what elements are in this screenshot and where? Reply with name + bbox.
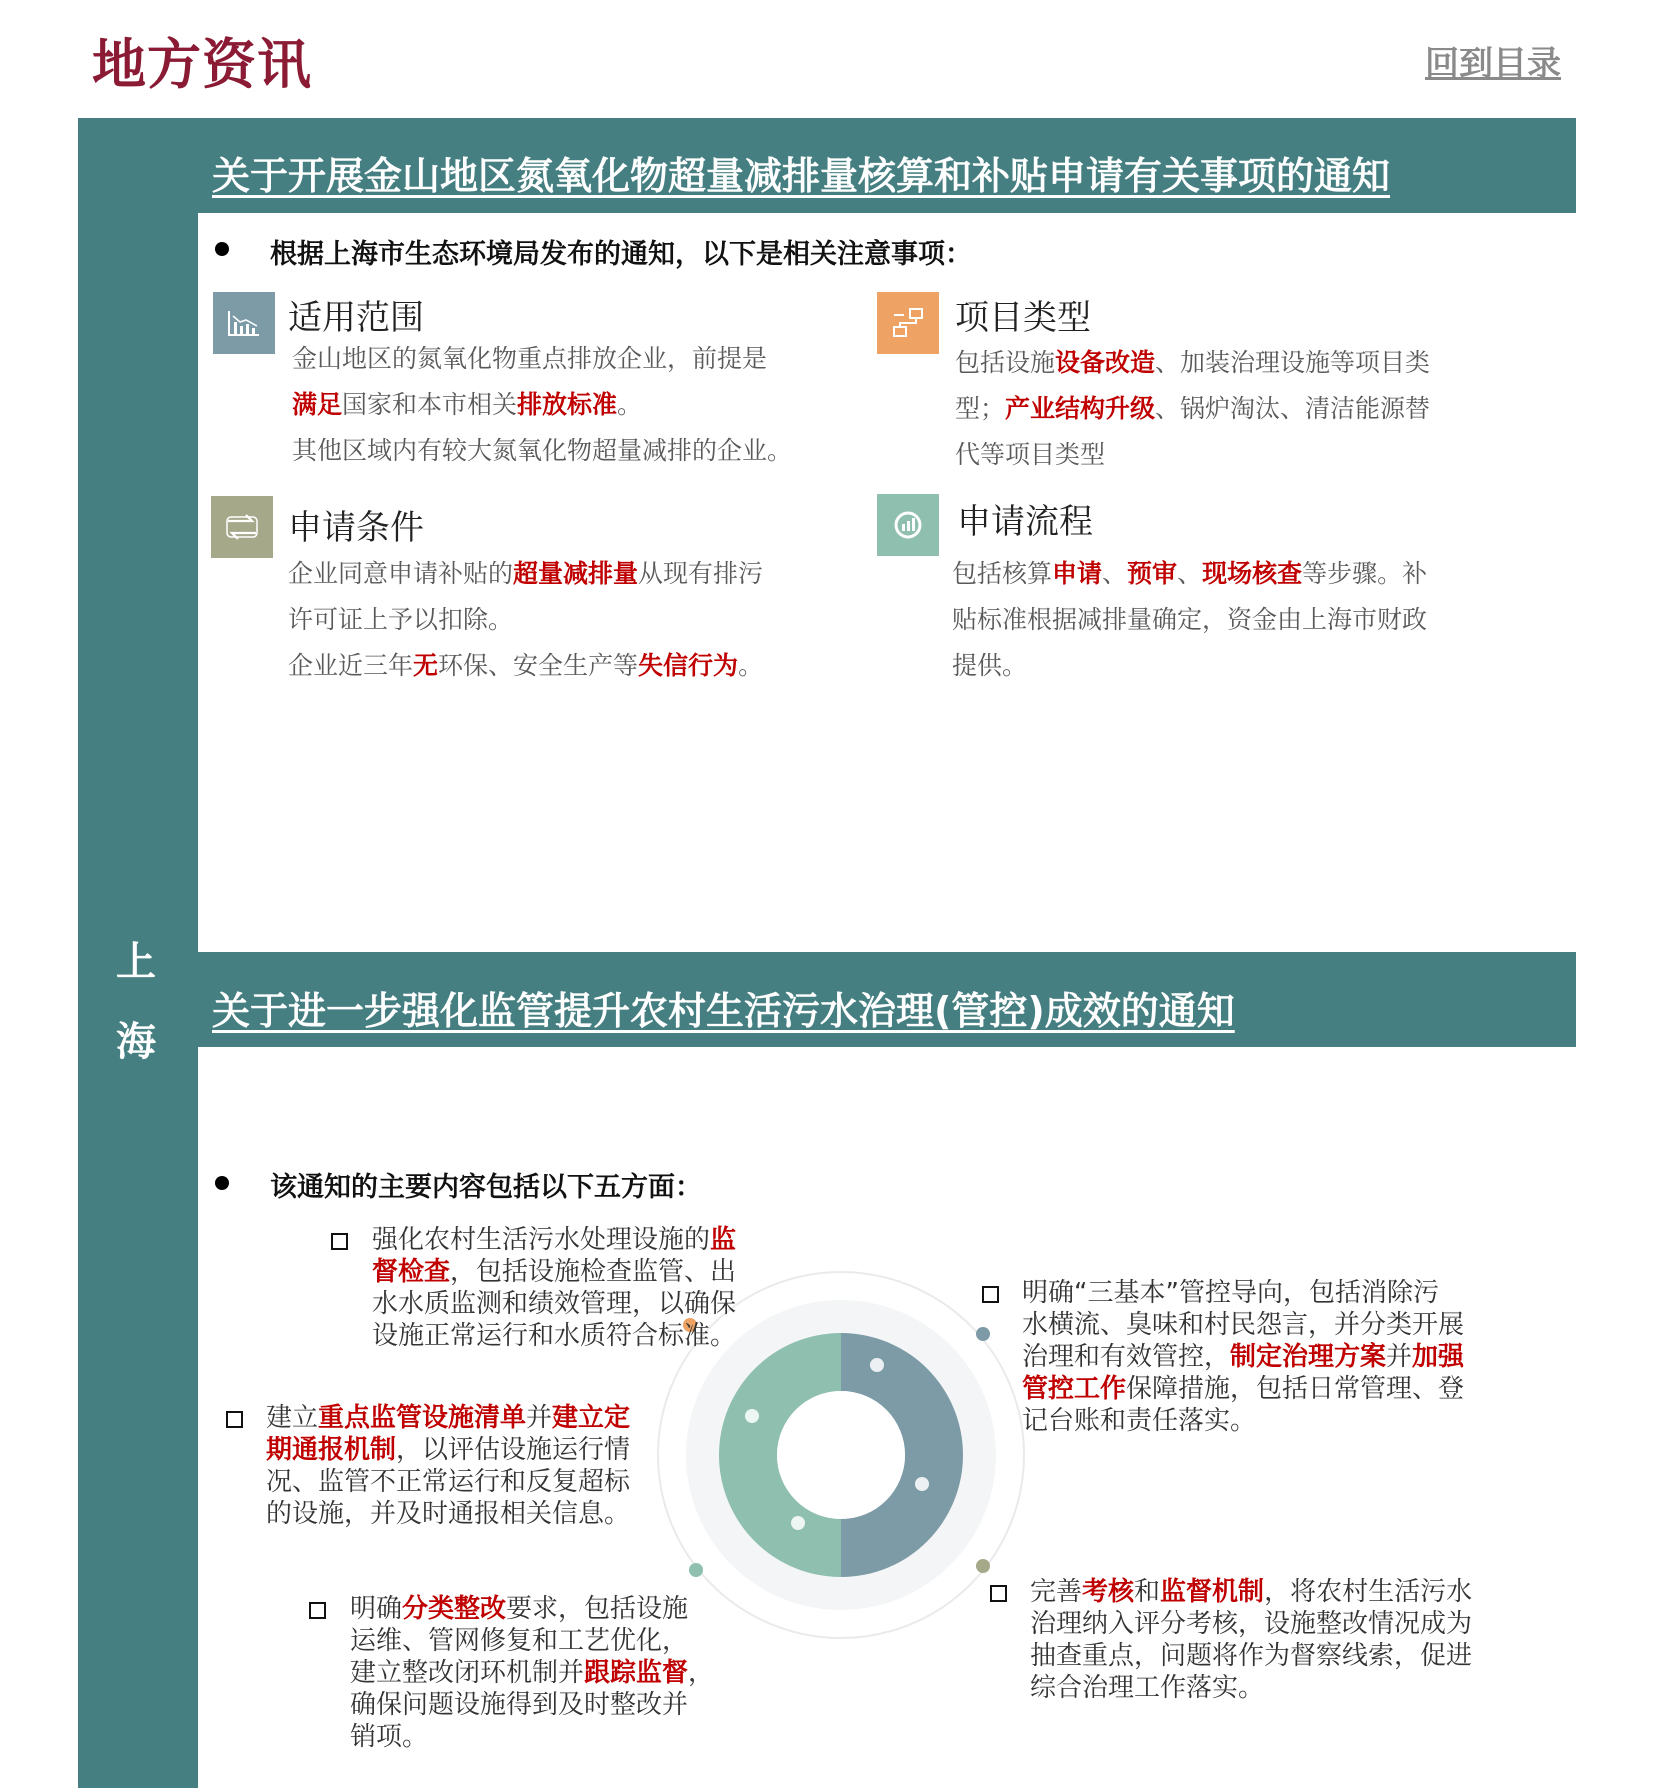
highlight-run: 跟踪监督: [584, 1658, 689, 1688]
section-line: [292, 382, 852, 428]
item-line: [1030, 1608, 1520, 1640]
section-body-process: [952, 551, 1512, 689]
section-body-scope: [292, 336, 852, 474]
item-line: [350, 1657, 750, 1689]
text-run: 金山地区的氮氧化物重点排放企业，前提是: [292, 344, 768, 373]
highlight-run: 申请: [1052, 559, 1103, 588]
region-char-1: 上: [116, 939, 156, 985]
text-run: ，以评估设施运行情: [396, 1435, 631, 1465]
item-line: [266, 1434, 666, 1466]
region-char-2: 海: [116, 1019, 156, 1065]
network-icon: [877, 292, 939, 354]
item-line: [350, 1689, 750, 1721]
text-run: 综合治理工作落实。: [1030, 1673, 1265, 1703]
highlight-run: 预审: [1127, 559, 1178, 588]
item-line: [372, 1288, 762, 1320]
text-run: 企业近三年: [288, 651, 414, 680]
item-line: [372, 1320, 762, 1352]
item-line: [1030, 1672, 1520, 1704]
bullet-icon: [215, 242, 229, 256]
item-line: [266, 1498, 666, 1530]
item-line: [1030, 1576, 1520, 1608]
text-run: 抽查重点，问题将作为督察线索，促进: [1030, 1641, 1473, 1671]
text-run: 建立整改闭环机制并: [350, 1658, 585, 1688]
notice2-lead: 该通知的主要内容包括以下五方面：: [270, 1172, 702, 1203]
item-line: [1022, 1277, 1512, 1309]
item-line: [1022, 1405, 1512, 1437]
text-run: 包括设施: [955, 348, 1056, 377]
highlight-run: 满足: [292, 390, 343, 419]
section-line: [288, 643, 848, 689]
highlight-run: 监督机制: [1160, 1577, 1265, 1607]
checkbox-bullet-icon: [990, 1585, 1007, 1602]
highlight-run: 超量减排量: [513, 559, 639, 588]
checkbox-bullet-icon: [309, 1602, 326, 1619]
section-line: [952, 551, 1512, 597]
text-run: 并: [1386, 1342, 1413, 1372]
item-line: [350, 1721, 750, 1753]
item-line: [1030, 1640, 1520, 1672]
highlight-run: 督检查: [372, 1257, 451, 1287]
highlight-run: 重点监管设施清单: [318, 1403, 527, 1433]
text-run: 强化农村生活污水处理设施的: [372, 1225, 711, 1255]
highlight-run: 期通报机制: [266, 1435, 397, 1465]
text-run: 运维、管网修复和工艺优化，: [350, 1626, 689, 1656]
text-run: 治理纳入评分考核，设施整改情况成为: [1030, 1609, 1473, 1639]
text-run: 提供。: [952, 651, 1028, 680]
text-run: 贴标准根据减排量确定，资金由上海市财政: [952, 605, 1428, 634]
notice1-headline[interactable]: 关于开展金山地区氮氧化物超量减排量核算和补贴申请有关事项的通知: [212, 154, 1391, 198]
notice2-headline[interactable]: 关于进一步强化监管提升农村生活污水治理(管控)成效的通知: [212, 989, 1235, 1033]
section-line: [288, 551, 848, 597]
item-line: [266, 1466, 666, 1498]
donut-hole: [777, 1391, 905, 1519]
text-run: 和: [1134, 1577, 1161, 1607]
highlight-run: 无: [413, 651, 439, 680]
globe-icon: [915, 1477, 929, 1491]
section-line: [955, 386, 1515, 432]
target-icon: [870, 1358, 884, 1372]
text-run: 、: [1102, 559, 1128, 588]
highlight-run: 分类整改: [402, 1594, 507, 1624]
highlight-run: 建立定: [552, 1403, 631, 1433]
section-line: [955, 340, 1515, 386]
text-run: 完善: [1030, 1577, 1083, 1607]
text-run: 水横流、臭味和村民怨言，并分类开展: [1022, 1310, 1465, 1340]
text-run: ，包括设施检查监管、出: [450, 1257, 737, 1287]
text-run: 明确“三基本”管控导向，包括消除污: [1022, 1278, 1439, 1308]
text-run: 。: [738, 651, 764, 680]
text-run: 许可证上予以扣除。: [288, 605, 514, 634]
item-line: [1022, 1341, 1512, 1373]
highlight-run: 制定治理方案: [1230, 1342, 1387, 1372]
notice2-item-5: [1030, 1576, 1520, 1704]
notice1-lead: 根据上海市生态环境局发布的通知，以下是相关注意事项：: [270, 239, 972, 270]
item-line: [372, 1224, 762, 1256]
hand-icon: [791, 1516, 805, 1530]
section-title-project-type: 项目类型: [955, 298, 1091, 338]
exchange-icon: [211, 496, 273, 558]
text-run: 。: [617, 390, 643, 419]
section-title-process: 申请流程: [957, 502, 1093, 542]
checkbox-bullet-icon: [226, 1411, 243, 1428]
highlight-run: 加强: [1412, 1342, 1465, 1372]
back-to-contents-link[interactable]: 回到目录: [1425, 44, 1561, 84]
cycle-chart-icon: [877, 494, 939, 556]
text-run: 从现有排污: [638, 559, 764, 588]
highlight-run: 考核: [1082, 1577, 1135, 1607]
text-run: 水水质监测和绩效管理，以确保: [372, 1289, 737, 1319]
connector-dot: [976, 1559, 990, 1573]
notice2-item-4: [350, 1593, 750, 1753]
highlight-run: 现场核查: [1202, 559, 1303, 588]
checkbox-bullet-icon: [331, 1233, 348, 1250]
section-line: [292, 428, 852, 474]
highlight-run: 监: [710, 1225, 737, 1255]
text-run: 等步骤。补: [1302, 559, 1428, 588]
text-run: 、加装治理设施等项目类: [1155, 348, 1431, 377]
bullet-icon: [215, 1176, 229, 1190]
text-run: 记台账和责任落实。: [1022, 1406, 1257, 1436]
text-run: 况、监管不正常运行和反复超标: [266, 1467, 631, 1497]
text-run: 其他区域内有较大氮氧化物超量减排的企业。: [292, 436, 793, 465]
text-run: 设施正常运行和水质符合标准。: [372, 1321, 737, 1351]
text-run: 国家和本市相关: [342, 390, 518, 419]
notice2-item-3: [266, 1402, 666, 1530]
page-title: 地方资讯: [92, 33, 312, 96]
text-run: 的设施，并及时通报相关信息。: [266, 1499, 631, 1529]
text-run: 治理和有效管控，: [1022, 1342, 1231, 1372]
section-line: [952, 597, 1512, 643]
section-title-scope: 适用范围: [288, 298, 424, 338]
text-run: 环保、安全生产等: [438, 651, 639, 680]
section-line: [288, 597, 848, 643]
highlight-run: 设备改造: [1055, 348, 1156, 377]
section-line: [955, 432, 1515, 478]
text-run: 、: [1177, 559, 1203, 588]
text-run: 型；: [955, 394, 1006, 423]
notice2-item-1: [372, 1224, 762, 1352]
document-icon: [745, 1409, 759, 1423]
text-run: 确保问题设施得到及时整改并: [350, 1690, 689, 1720]
text-run: ，将农村生活污水: [1264, 1577, 1473, 1607]
text-run: 建立: [266, 1403, 319, 1433]
item-line: [350, 1593, 750, 1625]
section-body-conditions: [288, 551, 848, 689]
item-line: [372, 1256, 762, 1288]
text-run: 包括核算: [952, 559, 1053, 588]
text-run: 明确: [350, 1594, 403, 1624]
section-body-project-type: [955, 340, 1515, 478]
text-run: 并: [526, 1403, 553, 1433]
text-run: ，: [688, 1658, 715, 1688]
item-line: [350, 1625, 750, 1657]
chart-icon: [213, 292, 275, 354]
text-run: 保障措施，包括日常管理、登: [1126, 1374, 1465, 1404]
notice2-item-2: [1022, 1277, 1512, 1437]
text-run: 企业同意申请补贴的: [288, 559, 514, 588]
section-line: [952, 643, 1512, 689]
connector-dot: [689, 1563, 703, 1577]
item-line: [1022, 1373, 1512, 1405]
highlight-run: 产业结构升级: [1005, 394, 1156, 423]
highlight-run: 失信行为: [638, 651, 739, 680]
connector-dot: [976, 1327, 990, 1341]
highlight-run: 排放标准: [517, 390, 618, 419]
checkbox-bullet-icon: [982, 1286, 999, 1303]
text-run: 要求，包括设施: [506, 1594, 689, 1624]
item-line: [266, 1402, 666, 1434]
section-line: [292, 336, 852, 382]
section-title-conditions: 申请条件: [288, 508, 424, 548]
text-run: 、锅炉淘汰、清洁能源替: [1155, 394, 1431, 423]
text-run: 代等项目类型: [955, 440, 1106, 469]
item-line: [1022, 1309, 1512, 1341]
text-run: 销项。: [350, 1722, 429, 1752]
highlight-run: 管控工作: [1022, 1374, 1127, 1404]
